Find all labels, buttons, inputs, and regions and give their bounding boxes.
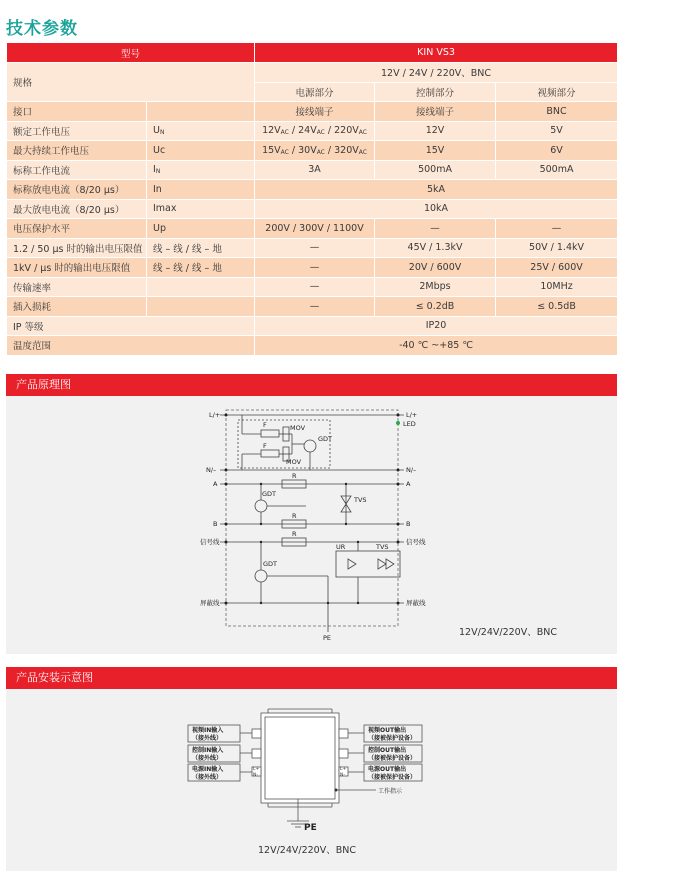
label-sig-in: 信号线 [200,538,220,546]
video-value: ≤ 0.5dB [496,297,618,317]
row-symbol [147,258,255,278]
right-box-3-line2: （接被保护设备） [368,774,417,781]
power-value: — [255,258,375,278]
left-box-2-line1: 控制IN输入 [192,747,224,754]
row-name: 电压保护水平 [7,219,147,239]
video-value: 6V [496,141,618,161]
power-part: / 320V [324,144,359,156]
label-r2: R [292,512,297,520]
table-row [7,141,618,161]
symbol-subscript: N [159,129,165,137]
power-value [255,141,375,161]
sub-header: 视频部分 [496,82,618,102]
symbol-text: Imax [153,203,177,215]
power-part: AC [358,129,367,137]
page-title: 技术参数 [6,19,78,39]
row-name: 最大放电电流（8/20 μs） [7,199,147,219]
video-value: 10MHz [496,277,618,297]
symbol-subscript: N [155,168,161,176]
right-box-2-line2: （接被保护设备） [368,755,417,762]
row-symbol [147,297,255,317]
label-gdt2: GDT [262,490,277,498]
label-n-out: N/– [406,466,417,474]
label-tvs2: TVS [376,543,389,551]
port-n-out: N- [340,773,345,778]
table-row [7,277,618,297]
power-part: AC [280,129,289,137]
sub-header: 控制部分 [375,82,496,102]
row-symbol [147,141,255,161]
control-value: 12V [375,121,496,141]
row-name: 温度范围 [7,336,255,356]
power-part: / 220V [324,125,359,137]
right-box-1-line1: 视频OUT输出 [368,727,407,734]
schematic-section-bar: 产品原理图 [6,374,617,396]
install-section-bar: 产品安装示意图 [6,667,617,689]
row-name: 额定工作电压 [7,121,147,141]
label-shield-in: 屏蔽线 [200,599,220,607]
table-row [7,160,618,180]
schematic-caption: 12V/24V/220V、BNC [459,627,557,638]
label-shield-out: 屏蔽线 [406,599,426,607]
row-name: 标称工作电流 [7,160,147,180]
label-led: LED [403,420,416,428]
row-symbol [147,238,255,258]
row-symbol [147,180,255,200]
port-l-out: L+ [340,767,347,772]
left-box-1-line2: （接外线） [192,735,223,742]
power-value: — [255,297,375,317]
control-value: 20V / 600V [375,258,496,278]
table-row [7,102,618,122]
row-merged-value: IP20 [255,316,618,336]
row-name: 标称放电电流（8/20 μs） [7,180,147,200]
control-value: 接线端子 [375,102,496,122]
row-name: 接口 [7,102,147,122]
row-merged-value: 5kA [255,180,618,200]
label-a-out: A [406,480,411,488]
label-f2: F [263,442,267,450]
row-name: 最大持续工作电压 [7,141,147,161]
table-header-row [7,43,618,63]
header-model-value: KIN VS3 [255,43,618,63]
control-value: — [375,219,496,239]
spec-label: 规格 [7,63,255,102]
power-value: 200V / 300V / 1100V [255,219,375,239]
symbol-text: Uc [153,144,166,156]
table-row [7,238,618,258]
table-row [7,180,618,200]
row-symbol [147,277,255,297]
label-gdt3: GDT [263,560,278,568]
control-value: ≤ 0.2dB [375,297,496,317]
video-value: 5V [496,121,618,141]
label-a-in: A [213,480,218,488]
label-pe: PE [323,634,332,642]
power-value: — [255,277,375,297]
symbol-text: I [153,164,156,176]
control-value: 2Mbps [375,277,496,297]
label-b-in: B [213,520,218,528]
power-part: AC [358,148,367,156]
table-row [7,121,618,141]
label-sig-out: 信号线 [406,538,426,546]
row-merged-value: -40 ℃ ~+85 ℃ [255,336,618,356]
power-value: 接线端子 [255,102,375,122]
right-box-1-line2: （接被保护设备） [368,735,417,742]
control-value: 500mA [375,160,496,180]
label-l-out: L/+ [406,411,418,419]
left-box-1-line1: 视频IN输入 [192,727,224,734]
symbol-text: 线 – 线 / 线 – 地 [153,243,222,255]
header-model-label: 型号 [7,43,255,63]
row-symbol [147,160,255,180]
row-merged-value: 10kA [255,199,618,219]
schematic-panel [6,396,617,654]
port-n-in: N- [253,773,258,778]
table-row [7,297,618,317]
table-row [7,199,618,219]
label-b-out: B [406,520,411,528]
power-part: 15V [262,144,281,156]
circuit-schematic [6,396,617,654]
row-name: 插入损耗 [7,297,147,317]
install-caption: 12V/24V/220V、BNC [258,845,356,856]
symbol-text: 线 – 线 / 线 – 地 [153,263,222,275]
row-symbol [147,102,255,122]
install-panel [6,689,617,871]
video-value: 25V / 600V [496,258,618,278]
power-part: 12V [262,125,281,137]
symbol-text: In [153,183,162,195]
row-name: 传输速率 [7,277,147,297]
power-value [255,121,375,141]
label-ur: UR [336,543,346,551]
video-value: BNC [496,102,618,122]
row-name: 1kV / μs 时的输出电压限值 [7,258,147,278]
label-f1: F [263,421,267,429]
label-r1: R [292,472,297,480]
table-row [7,316,618,336]
label-r3: R [292,530,297,538]
control-value: 15V [375,141,496,161]
control-value: 45V / 1.3kV [375,238,496,258]
power-value: 3A [255,160,375,180]
power-part: / 30V [288,144,317,156]
table-row [7,336,618,356]
table-row [7,219,618,239]
power-value: — [255,238,375,258]
label-l-in: L/+ [209,411,221,419]
row-symbol [147,219,255,239]
spec-row [7,63,618,83]
row-symbol [147,121,255,141]
pe-label: PE [304,823,317,833]
right-box-3-line1: 电源OUT输出 [368,766,407,773]
power-part: AC [280,148,289,156]
spec-table [6,42,618,356]
label-tvs1: TVS [354,496,367,504]
sub-header: 电源部分 [255,82,375,102]
left-box-3-line2: （接外线） [192,774,223,781]
power-part: AC [316,148,325,156]
power-part: / 24V [288,125,317,137]
port-l-in: L+ [253,767,260,772]
power-part: AC [316,129,325,137]
work-indicator-label: 工作指示 [378,788,403,795]
symbol-text: U [153,125,160,137]
left-box-2-line2: （接外线） [192,755,223,762]
spec-value: 12V / 24V / 220V、BNC [255,63,618,83]
right-box-2-line1: 控制OUT输出 [368,747,407,754]
video-value: 500mA [496,160,618,180]
row-name: 1.2 / 50 μs 时的输出电压限值 [7,238,147,258]
left-box-3-line1: 电源IN输入 [192,766,224,773]
row-symbol [147,199,255,219]
label-mov2: MOV [286,458,302,466]
label-mov1: MOV [290,424,306,432]
symbol-text: Up [153,222,166,234]
label-gdt1: GDT [318,435,333,443]
video-value: — [496,219,618,239]
label-n-in: N/– [206,466,217,474]
row-name: IP 等级 [7,316,255,336]
table-row [7,258,618,278]
video-value: 50V / 1.4kV [496,238,618,258]
